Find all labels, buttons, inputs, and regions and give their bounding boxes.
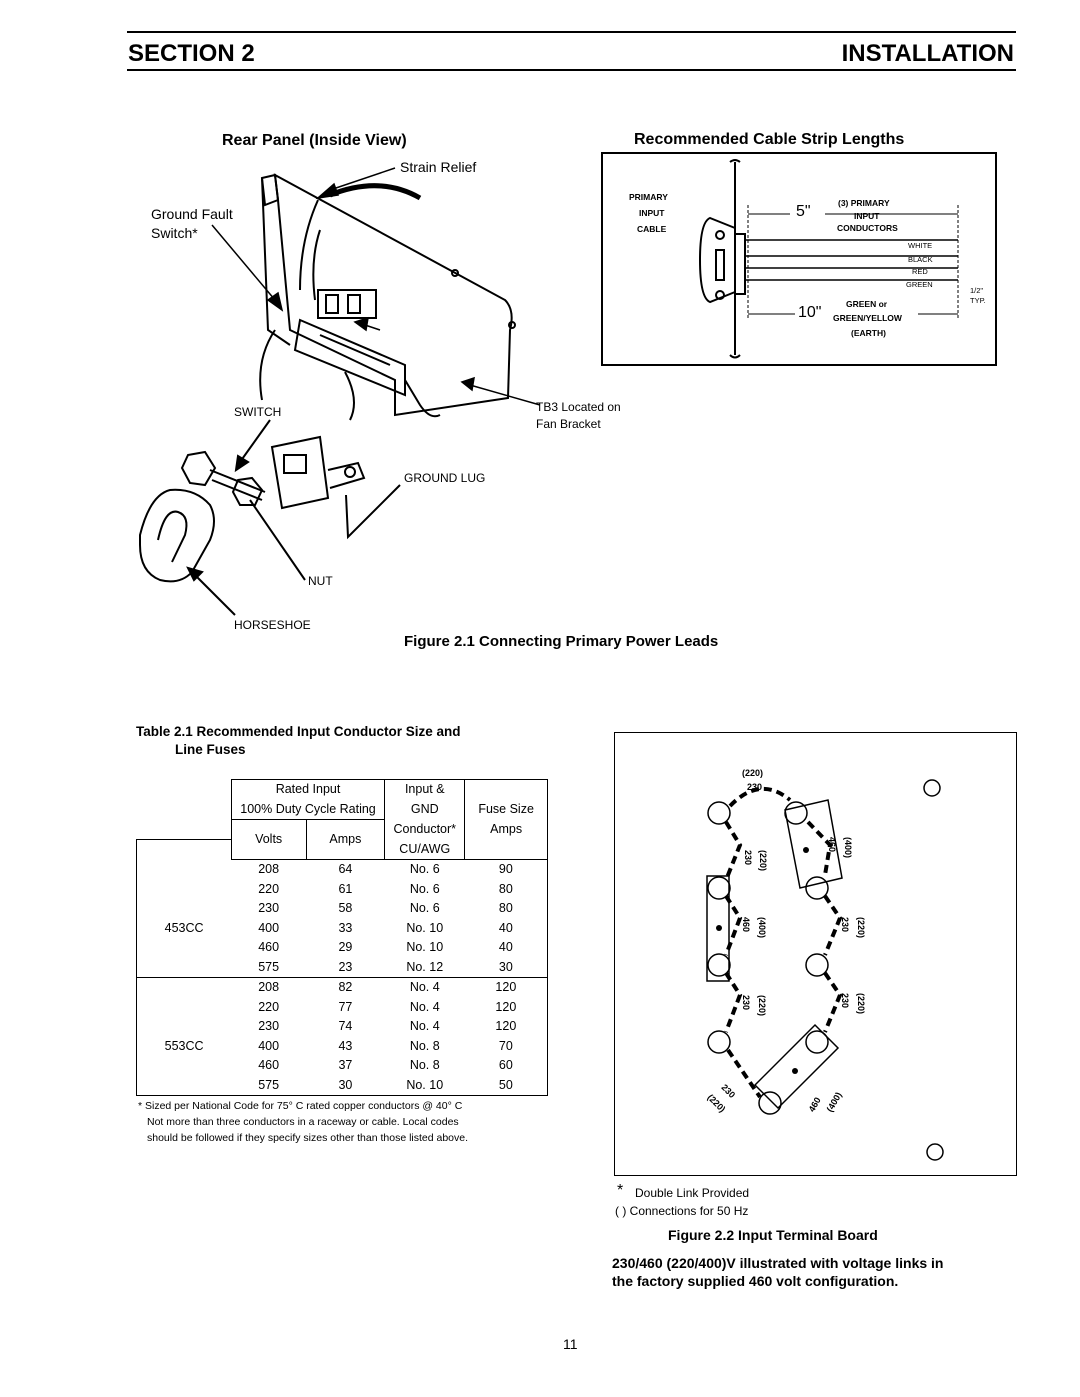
cable-strip-drawing xyxy=(603,154,995,364)
three-primary-3: CONDUCTORS xyxy=(837,223,898,233)
table-cell: 460 xyxy=(258,940,280,954)
nut-label: NUT xyxy=(308,574,333,588)
th-gnd: GND xyxy=(385,800,465,820)
table-cell: 37 xyxy=(338,1058,353,1072)
legend-star: * xyxy=(617,1182,624,1199)
th-volts: Volts xyxy=(231,820,306,860)
table-cell: 220 xyxy=(258,881,280,896)
table-caption-2: Line Fuses xyxy=(175,742,246,757)
terminal-board-drawing xyxy=(616,734,1015,1174)
tb-label: (400) xyxy=(843,837,853,859)
table-cell: No. 8 xyxy=(409,1058,440,1072)
green-or-1: GREEN or xyxy=(846,299,888,309)
table-cell: 80 xyxy=(465,880,548,900)
strain-relief-label: Strain Relief xyxy=(400,159,477,175)
tb-label: 460 xyxy=(806,1095,823,1114)
table-cell: 80 xyxy=(465,899,548,919)
th-conductor: Conductor* xyxy=(385,820,465,840)
tb-label: (220) xyxy=(742,768,764,778)
table-cell: 575 xyxy=(231,1076,306,1096)
table-cell: 230 xyxy=(258,1019,280,1033)
ground-fault-label-2: Switch* xyxy=(151,225,198,241)
table-cell: No. 4 xyxy=(409,1019,440,1033)
tb-label: 460 xyxy=(827,837,837,853)
terminal-note-1: 230/460 (220/400)V illustrated with voltage links in xyxy=(612,1255,944,1271)
table-cell: 208 xyxy=(258,980,280,994)
tb-label: (220) xyxy=(758,850,768,872)
table-cell: 208 xyxy=(258,862,280,876)
table-cell: 400 xyxy=(258,920,280,935)
table-cell: 23 xyxy=(306,958,385,978)
table-cell: 120 xyxy=(465,998,548,1018)
table-cell: 30 xyxy=(306,1076,385,1096)
tb-label: (220) xyxy=(705,1092,728,1115)
figure2-caption: Figure 2.2 Input Terminal Board xyxy=(668,1227,878,1243)
tb-label: (220) xyxy=(856,917,866,939)
tb-label: 230 xyxy=(741,995,751,1011)
cable-title: Recommended Cable Strip Lengths xyxy=(634,131,905,148)
table-cell: 29 xyxy=(338,940,353,954)
tb-label: 230 xyxy=(840,917,850,933)
table-cell: 64 xyxy=(338,862,353,876)
green-or-3: (EARTH) xyxy=(851,328,886,338)
table-cell: 120 xyxy=(465,978,548,998)
table-cell: 90 xyxy=(465,860,548,880)
conductor-table xyxy=(136,779,548,1096)
tb3-label-1: TB3 Located on xyxy=(536,400,621,414)
table-cell: 400 xyxy=(258,1038,280,1053)
table-cell: 50 xyxy=(465,1076,548,1096)
footnote-2: Not more than three conductors in a raceway or cable. Local codes xyxy=(147,1116,459,1128)
table-cell: 77 xyxy=(338,999,353,1014)
table-cell: No. 8 xyxy=(409,1038,440,1053)
legend-50hz: ( ) Connections for 50 Hz xyxy=(615,1204,749,1218)
tb-label: (400) xyxy=(757,917,767,939)
strip-10-label: 10" xyxy=(798,304,822,321)
table-cell: No. 10 xyxy=(406,920,444,935)
table-cell: 33 xyxy=(338,920,353,935)
th-amps: Amps xyxy=(306,820,385,860)
tb-label: (400) xyxy=(824,1090,844,1114)
primary-input-cable-2: INPUT xyxy=(639,208,665,218)
page-number: 11 xyxy=(563,1336,578,1352)
table-cell: 40 xyxy=(465,938,548,958)
primary-input-cable-3: CABLE xyxy=(637,224,667,234)
horseshoe-label: HORSESHOE xyxy=(234,618,311,632)
figure1-caption: Figure 2.1 Connecting Primary Power Leads xyxy=(404,633,719,650)
tb3-label-2: Fan Bracket xyxy=(536,417,601,431)
th-fuse-amps: Amps xyxy=(465,820,548,840)
green-or-2: GREEN/YELLOW xyxy=(833,313,902,323)
table-cell: 40 xyxy=(465,919,548,939)
th-cuawg: CU/AWG xyxy=(385,840,465,860)
table-cell: No. 4 xyxy=(409,980,440,994)
terminal-note-2: the factory supplied 460 volt configuration. xyxy=(612,1273,899,1289)
table-caption-1: Table 2.1 Recommended Input Conductor Size and xyxy=(136,724,461,739)
wire-white: WHITE xyxy=(908,241,933,250)
tb-label: (220) xyxy=(856,993,866,1015)
rear-panel-title: Rear Panel (Inside View) xyxy=(222,132,407,149)
footnote-1: * Sized per National Code for 75° C rated copper conductors @ 40° C xyxy=(138,1100,463,1112)
table-cell: 30 xyxy=(465,958,548,978)
ground-lug-label: GROUND LUG xyxy=(404,471,486,485)
wire-red: RED xyxy=(912,267,928,276)
wire-black: BLACK xyxy=(908,255,933,264)
th-fuse: Fuse Size xyxy=(465,800,548,820)
tb-label: 460 xyxy=(741,917,751,933)
rear-panel-illustration xyxy=(130,150,550,620)
switch-label: SWITCH xyxy=(234,405,282,419)
model-453cc: 453CC xyxy=(137,919,232,939)
legend-double-link: Double Link Provided xyxy=(635,1186,750,1200)
table-cell: 60 xyxy=(465,1056,548,1076)
ground-fault-label-1: Ground Fault xyxy=(151,206,233,222)
th-input-and: Input & xyxy=(385,780,465,800)
table-cell: No. 6 xyxy=(409,862,440,876)
table-cell: 575 xyxy=(231,958,306,978)
strip-5-label: 5" xyxy=(796,203,811,220)
tb-label: (220) xyxy=(757,995,767,1017)
tb-label: 230 xyxy=(840,993,850,1009)
table-cell: 220 xyxy=(258,999,280,1014)
th-duty: 100% Duty Cycle Rating xyxy=(231,800,385,820)
footnote-3: should be followed if they specify sizes other than those listed above. xyxy=(147,1132,469,1144)
table-cell: 58 xyxy=(338,901,353,915)
table-cell: 70 xyxy=(465,1037,548,1057)
three-primary-2: INPUT xyxy=(854,211,880,221)
table-cell: 82 xyxy=(338,980,353,994)
table-cell: No. 6 xyxy=(409,901,440,915)
header-top-rule xyxy=(127,31,1016,33)
table-cell: No. 10 xyxy=(406,940,444,954)
table-cell: 460 xyxy=(258,1058,280,1072)
half-inch-2: TYP. xyxy=(970,296,986,305)
tb-label: 230 xyxy=(747,782,763,792)
model-553cc: 553CC xyxy=(137,1037,232,1057)
tb-label: 230 xyxy=(743,850,753,866)
table-cell: 74 xyxy=(338,1019,353,1033)
tb-label: 230 xyxy=(719,1082,738,1100)
section-label: SECTION 2 xyxy=(128,40,255,67)
header-bottom-rule xyxy=(127,69,1016,71)
table-cell: No. 4 xyxy=(409,999,440,1014)
wire-green: GREEN xyxy=(906,280,933,289)
table-cell: No. 10 xyxy=(385,1076,465,1096)
three-primary-1: (3) PRIMARY xyxy=(838,198,890,208)
table-cell: 230 xyxy=(258,901,280,915)
table-cell: No. 6 xyxy=(409,881,440,896)
th-rated-input: Rated Input xyxy=(231,780,385,800)
primary-input-cable-1: PRIMARY xyxy=(629,192,668,202)
section-title: INSTALLATION xyxy=(841,40,1014,67)
table-cell: 120 xyxy=(465,1017,548,1037)
half-inch-1: 1/2" xyxy=(970,286,984,295)
table-cell: 61 xyxy=(338,881,353,896)
table-cell: 43 xyxy=(338,1038,353,1053)
table-cell: No. 12 xyxy=(385,958,465,978)
